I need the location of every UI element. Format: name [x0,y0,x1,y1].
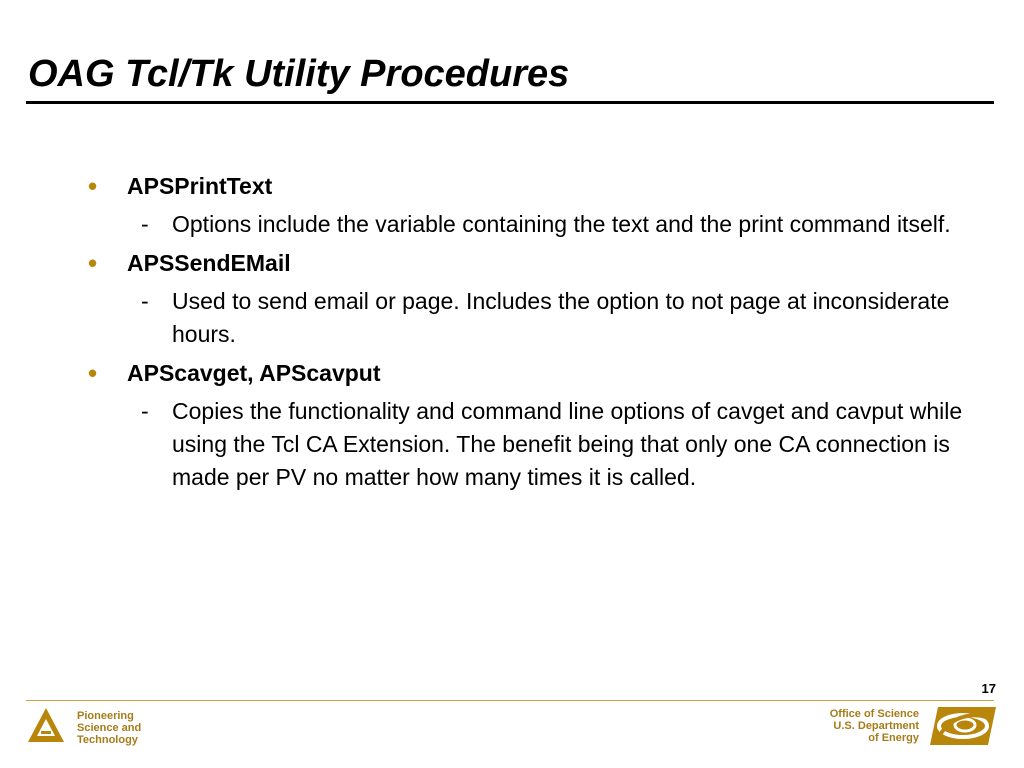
bullet-dot-icon: • [88,248,98,278]
dash-icon: - [141,288,149,314]
footer-left-text [77,710,141,746]
footer-right-line: U.S. Department [833,720,919,732]
slide-content [0,169,1024,494]
argonne-triangle-logo-icon [26,706,66,746]
footer-left-line: Technology [77,734,138,746]
footer-divider [26,700,994,701]
dash-icon: - [141,398,149,424]
footer-right-line: Office of Science [829,708,919,720]
sub-item-text: Options include the variable containing the text and the print command itself. [172,211,951,237]
slide-title: OAG Tcl/Tk Utility Procedures [28,53,570,95]
title-underline [26,101,994,104]
footer-right-line: of Energy [868,732,919,744]
sub-item-text: Used to send email or page. Includes the option to not page at inconsiderate hours. [172,288,950,347]
footer-right-text [830,708,919,744]
doe-office-of-science-logo-icon [930,707,996,745]
sub-item-text: Copies the functionality and command line options of cavget and cavput while using the Tcl CA Extension. The benefit being that only one CA connection is made per PV no matter how many times it is called. [172,398,963,490]
page-number: 17 [981,681,996,696]
bullet-item-apscavget [0,356,1024,390]
sub-item-apscavget [0,395,1024,494]
bullet-dot-icon: • [88,171,98,201]
bullet-item-apssendemail [0,246,1024,280]
bullet-label: APSPrintText [127,173,273,199]
bullet-item-apsprinttext [0,169,1024,203]
dash-icon: - [141,211,149,237]
bullet-dot-icon: • [88,358,98,388]
sub-item-apssendemail [0,285,1024,351]
footer-left-line: Science and [77,722,142,734]
bullet-label: APScavget, APScavput [127,360,381,386]
footer-left-line: Pioneering [77,710,134,722]
sub-item-apsprinttext [0,208,1024,241]
bullet-label: APSSendEMail [127,250,291,276]
